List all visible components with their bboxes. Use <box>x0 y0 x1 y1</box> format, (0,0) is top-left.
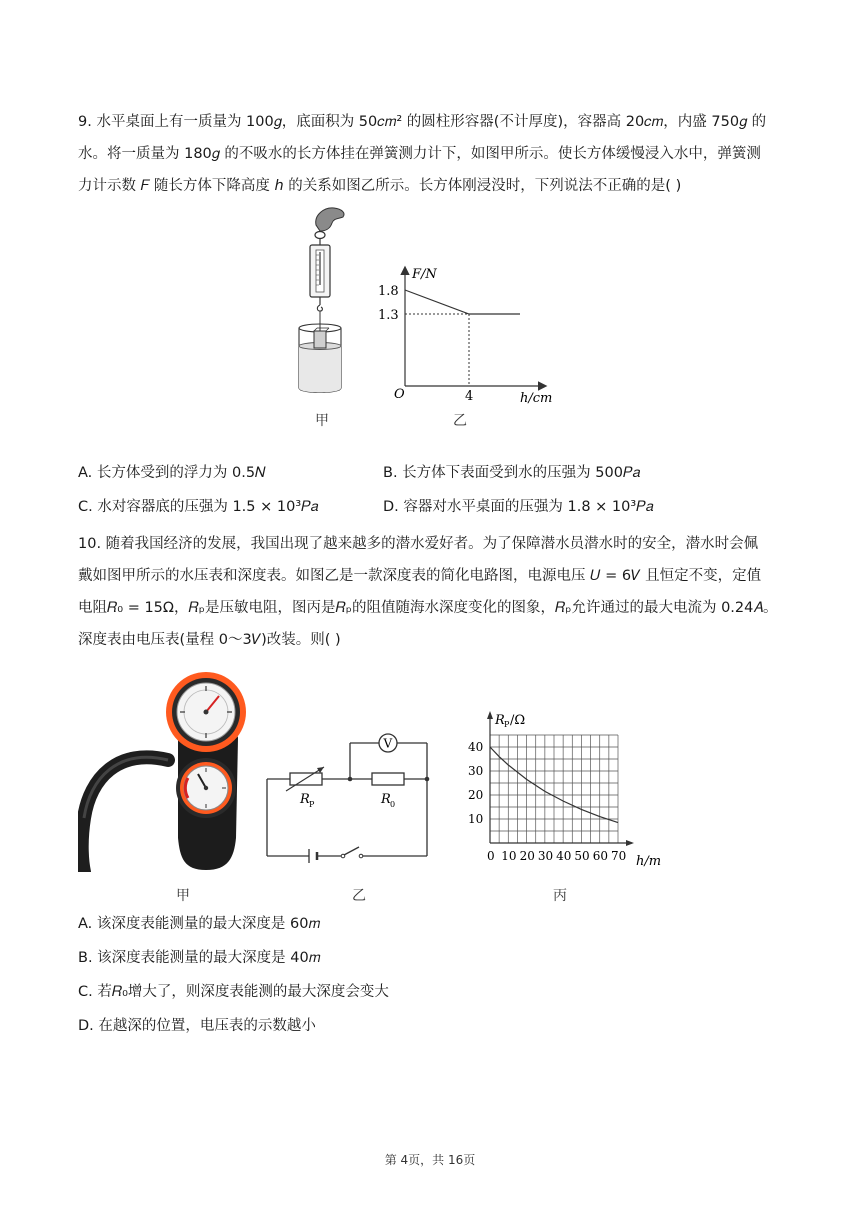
graph-ytick-low: 1.3 <box>378 308 399 323</box>
chart-grid <box>490 735 618 843</box>
question-9-text <box>78 106 778 202</box>
q10-option-c[interactable]: C. 若𝑅₀增大了，则深度表能测的最大深度会变大 <box>78 984 389 1000</box>
graph-ytick-high: 1.8 <box>378 284 399 299</box>
y-tick-label: 40 <box>468 740 484 754</box>
q9-option-c[interactable]: C. 水对容器底的压强为 1.5 × 10³𝑃𝑎 <box>78 499 319 515</box>
circuit-diagram <box>262 725 437 865</box>
force-height-graph <box>370 262 570 407</box>
r0-label: R <box>381 792 391 807</box>
x-tick-label: 70 <box>611 849 627 863</box>
question-9-line-2: 水。将一质量为 180𝑔 的不吸水的长方体挂在弹簧测力计下，如图甲所示。使长方体缓慢浸入水中，弹簧测 <box>78 146 761 162</box>
graph-y-label: F/N <box>412 267 437 282</box>
y-tick-label: 10 <box>468 812 484 826</box>
question-10-line-2: 戴如图甲所示的水压表和深度表。如图乙是一款深度表的简化电路图，电源电压 𝑈 = 6𝑉 且恒定不变，定值 <box>78 568 762 584</box>
spring-scale-figure <box>290 205 350 400</box>
y-axis-arrow <box>487 711 493 719</box>
x-tick-label: 50 <box>574 849 590 863</box>
chart-y-unit: /Ω <box>510 713 526 728</box>
x-tick-label: 0 <box>487 849 495 863</box>
figure-yi-caption: 乙 <box>453 413 467 429</box>
chart-axes <box>487 711 634 846</box>
question-10-text <box>78 528 778 656</box>
question-9-line-1: 9. 水平桌面上有一质量为 100𝑔，底面积为 50𝑐𝑚² 的圆柱形容器(不计厚度)，容器高 20𝑐𝑚，内盛 750𝑔 的 <box>78 114 767 130</box>
page-footer: 第 4页，共 16页 <box>384 1153 476 1167</box>
y-tick-label: 20 <box>468 788 484 802</box>
svg-text:V: V <box>383 736 393 751</box>
graph-x-label: h/cm <box>520 391 553 406</box>
q9-option-d[interactable]: D. 容器对水平桌面的压强为 1.8 × 10³𝑃𝑎 <box>383 499 654 515</box>
question-10-line-4: 深度表由电压表(量程 0～3𝑉)改装。则( ) <box>78 632 341 648</box>
q9-option-a[interactable]: A. 长方体受到的浮力为 0.5𝑁 <box>78 465 266 481</box>
x-tick-label: 40 <box>556 849 572 863</box>
r0-resistor <box>372 773 404 785</box>
q10-option-d[interactable]: D. 在越深的位置，电压表的示数越小 <box>78 1018 316 1034</box>
graph-origin: O <box>394 387 405 402</box>
svg-text:P: P <box>504 720 510 729</box>
switch-icon <box>344 847 359 855</box>
force-curve <box>405 290 520 314</box>
chart-x-ticks <box>487 849 626 863</box>
chart-y-ticks <box>468 740 483 826</box>
chart-x-label: h/m <box>636 854 662 869</box>
q10-option-b[interactable]: B. 该深度表能测量的最大深度是 40𝑚 <box>78 950 321 966</box>
chart-y-label: R <box>495 713 505 728</box>
graph-xtick: 4 <box>465 389 474 404</box>
x-tick-label: 60 <box>592 849 608 863</box>
svg-text:P: P <box>309 800 315 809</box>
x-tick-label: 30 <box>537 849 554 863</box>
q10-figure-bing-caption: 丙 <box>553 888 567 904</box>
q10-figure-jia-caption: 甲 <box>176 888 190 904</box>
y-tick-label: 30 <box>468 764 484 778</box>
figure-jia-caption: 甲 <box>315 413 329 429</box>
question-10-line-1: 10. 随着我国经济的发展，我国出现了越来越多的潜水爱好者。为了保障潜水员潜水时的安全，潜水时会佩 <box>78 536 759 552</box>
x-tick-label: 10 <box>501 849 517 863</box>
question-10-line-3: 电阻𝑅₀ = 15Ω，𝑅ₚ是压敏电阻，图丙是𝑅ₚ的阻值随海水深度变化的图象，𝑅ₚ允许通过的最大电流为 0.24𝐴。 <box>78 600 778 616</box>
diving-gauge-photo <box>78 668 250 872</box>
q10-option-a[interactable]: A. 该深度表能测量的最大深度是 60𝑚 <box>78 916 321 932</box>
q10-figure-yi-caption: 乙 <box>352 888 366 904</box>
rp-label: R <box>300 792 310 807</box>
question-9-line-3: 力计示数 𝐹 随长方体下降高度 ℎ 的关系如图乙所示。长方体刚浸没时，下列说法不正确的是( ) <box>78 178 682 194</box>
svg-text:0: 0 <box>390 800 396 809</box>
rp-depth-chart <box>460 705 700 877</box>
q9-option-b[interactable]: B. 长方体下表面受到水的压强为 500𝑃𝑎 <box>383 465 641 481</box>
hand-icon <box>316 208 344 231</box>
x-tick-label: 20 <box>519 849 535 863</box>
x-axis-arrow <box>626 840 634 846</box>
